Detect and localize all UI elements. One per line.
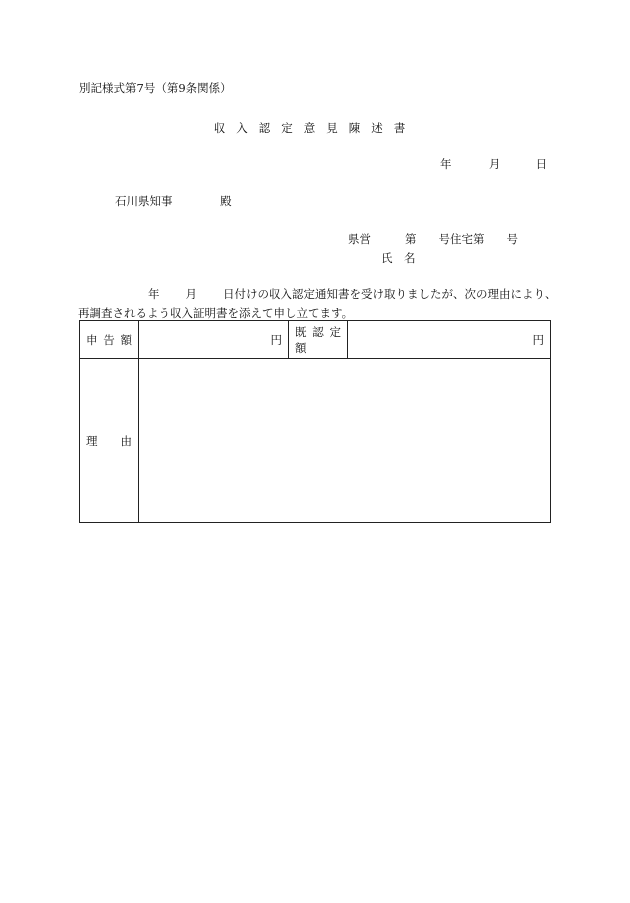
applicant-address	[348, 231, 518, 247]
statement-body	[78, 285, 558, 323]
declared-amount-field[interactable]: 円	[139, 321, 289, 359]
date-month: 月	[488, 157, 501, 171]
amount-table	[79, 320, 551, 523]
reason-row	[80, 359, 551, 523]
body-text: 日付けの収入認定通知書を受け取りましたが、次の理由により、再調査されるよう収入証明書を添えて申し立てます。	[78, 287, 557, 320]
address-mid: 号住宅第	[438, 232, 485, 246]
reason-label: 理 由	[80, 359, 139, 523]
address-no: 第	[405, 232, 417, 246]
body-month: 月	[185, 287, 197, 301]
body-year: 年	[148, 287, 160, 301]
certified-amount-label: 既 認 定 額	[289, 321, 348, 359]
addressee-name: 石川県知事	[115, 194, 173, 208]
date-line	[440, 156, 547, 172]
reason-field[interactable]	[139, 359, 551, 523]
applicant-name-label: 氏 名	[381, 251, 416, 265]
address-prefix: 県営	[348, 232, 371, 246]
certified-amount-field[interactable]: 円	[348, 321, 551, 359]
form-number: 別記様式第7号（第9条関係）	[79, 81, 232, 95]
amount-row	[80, 321, 551, 359]
address-suffix: 号	[506, 232, 518, 246]
date-day: 日	[535, 157, 548, 171]
document-title: 収入認定意見陳述書	[213, 121, 417, 135]
declared-amount-label: 申 告 額	[80, 321, 139, 359]
addressee-honorific: 殿	[220, 194, 232, 208]
date-year: 年	[440, 157, 452, 171]
addressee	[115, 193, 232, 209]
